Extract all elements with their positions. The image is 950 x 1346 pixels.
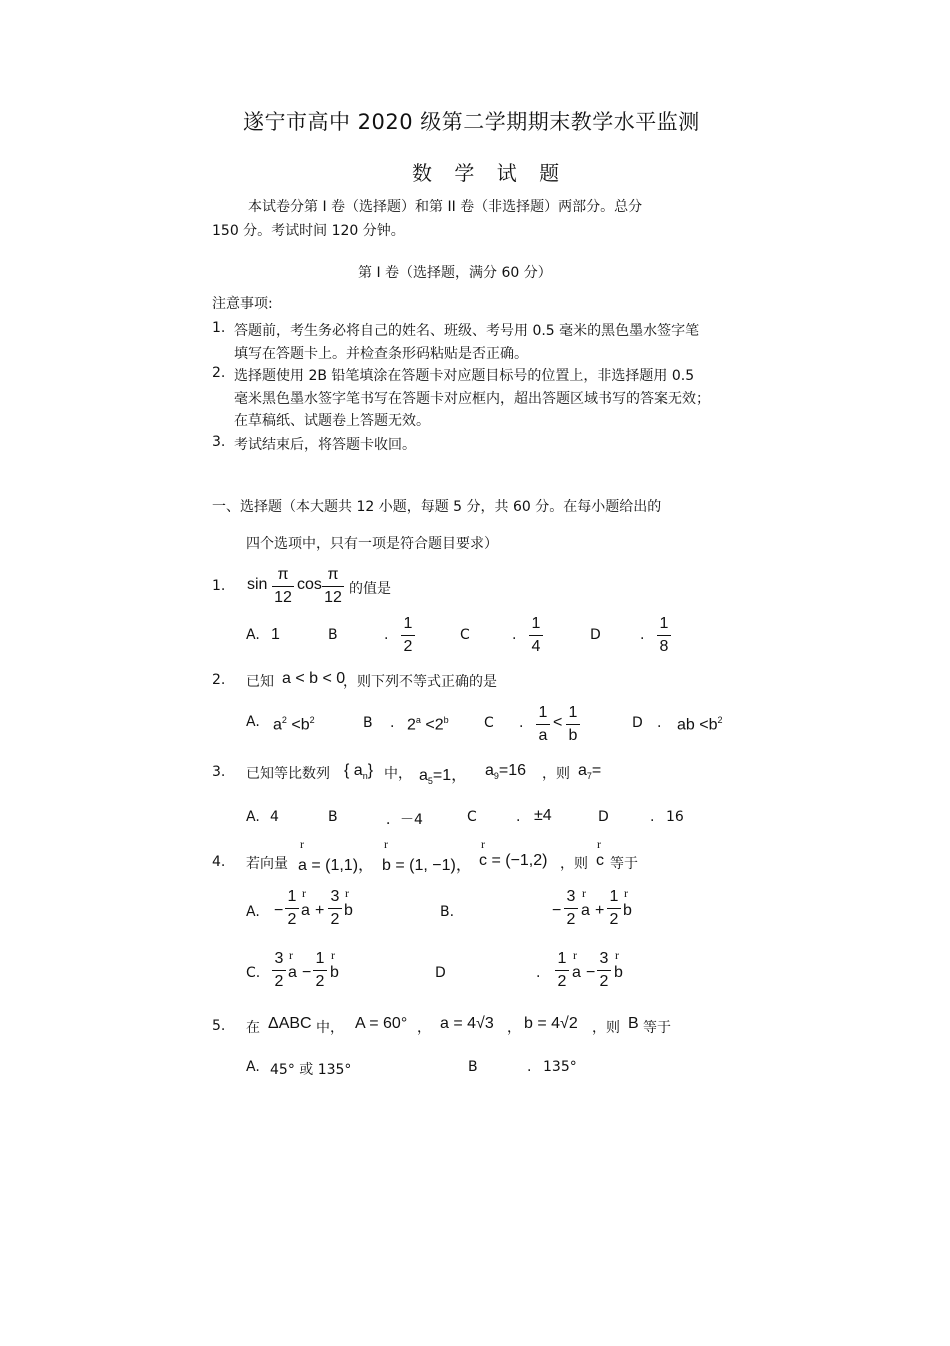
q2-option-d-label: D (632, 715, 643, 731)
q1-option-b-value (401, 615, 415, 656)
q5-sep-1: ， (417, 1020, 431, 1036)
q4-vec-b-arrow: r (384, 837, 388, 851)
q2-stem-post: ，则下列不等式正确的是 (343, 674, 497, 690)
q1-number: 1. (212, 578, 226, 594)
q4-d-frac2-den: 2 (599, 973, 609, 990)
q3-option-b-label: B (328, 809, 338, 825)
q1-option-b-den: 2 (403, 638, 413, 655)
q2-c-den2: b (568, 727, 578, 744)
note-2-line-3: 在草稿纸、试题卷上答题无效。 (234, 413, 430, 429)
q1-frac-a-bar (272, 586, 294, 587)
q4-a-frac1-den: 2 (287, 911, 297, 928)
q4-d-frac1-num: 1 (557, 950, 567, 967)
q5-option-a-value: 45° 或 135° (270, 1062, 352, 1078)
q2-option-b-value (407, 715, 449, 734)
q2-option-a-value (273, 715, 315, 734)
q5-sep-2: ， (507, 1020, 521, 1036)
q4-c-frac1-bar (272, 970, 286, 971)
q1-option-d-dot: . (640, 627, 645, 643)
notes-label: 注意事项: (212, 296, 273, 312)
q3-number: 3. (212, 764, 226, 780)
q4-c-frac1-num: 3 (274, 950, 284, 967)
q2-c-num1: 1 (538, 704, 548, 721)
q1-frac-a-num: π (277, 566, 289, 583)
q4-d-frac1 (555, 950, 569, 991)
q4-c-frac1 (272, 950, 286, 991)
note-3-line-1: 考试结束后，将答题卡收回。 (234, 437, 416, 453)
q1-option-d-den: 8 (659, 638, 669, 655)
q4-a-frac1 (285, 888, 299, 929)
q1-frac-b-bar (322, 586, 344, 587)
q3-a7-sub: 7 (586, 771, 592, 782)
q4-a-frac2-bar (328, 908, 342, 909)
q2-option-d-value (677, 715, 723, 734)
q3-option-b-value: ．－4 (386, 812, 423, 828)
q4-option-b-label: B. (440, 904, 455, 920)
q3-stem-pre: 已知等比数列 (246, 766, 330, 782)
q2-d-ab: ab (677, 716, 695, 734)
q4-b-arrow2: r (624, 886, 628, 900)
section1-heading-line-2: 四个选项中，只有一项是符合题目要求） (246, 536, 498, 552)
q4-b-frac2 (607, 888, 621, 929)
q4-b-frac1 (564, 888, 578, 929)
q1-option-c-num: 1 (531, 615, 541, 632)
q1-frac-b-num: π (327, 566, 339, 583)
q2-option-c-lt: < (553, 714, 563, 731)
q3-a7-target (578, 762, 601, 781)
q3-seq-open: { a (344, 762, 363, 779)
q4-b-minus: − (552, 902, 562, 919)
q2-option-a-label: A. (246, 714, 260, 730)
q5-stem-mid: 中， (316, 1020, 344, 1036)
q4-a-minus: − (274, 902, 284, 919)
q4-vec-c-arrow: r (481, 837, 485, 851)
q2-condition: a < b < 0 (282, 670, 346, 687)
q2-c-den1: a (538, 727, 548, 744)
q5-stem-then: ，则 (592, 1020, 620, 1036)
q1-option-d-label: D (590, 627, 601, 643)
q1-frac-pi-12-a (272, 566, 294, 607)
q4-b-frac1-den: 2 (566, 911, 576, 928)
q2-option-c-label: C (484, 715, 494, 731)
q1-option-d-bar (657, 635, 671, 636)
q4-a-arrow1: r (302, 886, 306, 900)
q3-option-d-value: 16 (666, 809, 684, 825)
q3-option-c-dot: . (516, 809, 521, 825)
q4-vec-c: c = (−1,2) (479, 852, 548, 869)
q3-seq-close: } (367, 762, 374, 779)
q4-option-d-dot: . (536, 965, 541, 981)
q5-option-b-value: 135° (543, 1059, 577, 1075)
q5-stem-tail: 等于 (643, 1020, 671, 1036)
q2-option-b-label: B (363, 715, 373, 731)
q3-a7-eq: = (591, 762, 602, 779)
q2-d-lt: < (699, 716, 709, 734)
q4-stem-then: ，则 (560, 856, 588, 872)
q4-c-vec1: a (288, 964, 297, 981)
q2-option-c-frac2 (566, 704, 580, 745)
q5-side-a: a = 4√3 (440, 1015, 494, 1032)
q3-stem-mid: 中， (384, 766, 412, 782)
q5-angle-b: B (628, 1015, 639, 1032)
q2-a-exp2: 2 (309, 715, 315, 725)
q1-frac-pi-12-b (322, 566, 344, 607)
q3-sequence (344, 762, 373, 781)
q2-option-c-dot: . (519, 715, 524, 731)
q4-b-frac1-bar (564, 908, 578, 909)
q3-a7: a (578, 762, 587, 779)
q4-d-frac1-den: 2 (557, 973, 567, 990)
q4-vec-b: b = (1, −1)， (382, 857, 472, 874)
q3-a9-eq: =16 (498, 762, 527, 779)
q1-cos: cos (297, 576, 322, 593)
q4-d-vec2: b (614, 964, 623, 981)
q1-stem-tail: 的值是 (349, 581, 391, 597)
q1-option-b-label: B (328, 627, 338, 643)
q2-a-exp1: 2 (281, 715, 287, 725)
q1-option-b-dot: . (384, 627, 389, 643)
note-2-num: 2. (212, 365, 226, 381)
q4-a-arrow2: r (345, 886, 349, 900)
q4-c-frac2-bar (313, 970, 327, 971)
q4-number: 4. (212, 854, 226, 870)
q4-option-a-label: A. (246, 904, 260, 920)
q1-frac-b-den: 12 (324, 589, 342, 606)
q4-target-c: c (596, 852, 604, 869)
q4-a-vec1: a (301, 902, 310, 919)
q4-c-arrow2: r (331, 948, 335, 962)
q1-option-c-value (529, 615, 543, 656)
q2-d-b: b (708, 716, 718, 734)
q1-option-d-value (657, 615, 671, 656)
q4-a-frac2 (328, 888, 342, 929)
q4-c-vec2: b (330, 964, 339, 981)
note-1-line-2: 填写在答题卡上。并检查条形码粘贴是否正确。 (234, 346, 528, 362)
q3-a9-sub: 9 (493, 771, 499, 782)
q4-b-vec1: a (581, 902, 590, 919)
q2-c-bar2 (566, 724, 580, 725)
q3-a9-value (485, 762, 526, 781)
exam-title: 遂宁市高中 2020 级第二学期期末教学水平监测 (243, 110, 700, 134)
q3-option-a-value: 4 (270, 809, 279, 825)
q4-a-frac2-num: 3 (330, 888, 340, 905)
q3-option-c-label: C (467, 809, 477, 825)
q4-b-plus: + (595, 902, 605, 919)
q3-a5: a (419, 767, 428, 784)
q4-target-c-arrow: r (597, 837, 601, 851)
q5-option-b-dot: . (527, 1059, 532, 1075)
q5-option-a-label: A. (246, 1059, 260, 1075)
q4-a-frac1-bar (285, 908, 299, 909)
q3-a5-value (419, 762, 467, 786)
q1-option-c-bar (529, 635, 543, 636)
q5-triangle: ΔABC (268, 1015, 312, 1032)
q1-frac-a-den: 12 (274, 589, 292, 606)
q2-option-d-dot: . (657, 715, 662, 731)
q1-option-a-value: 1 (271, 626, 280, 643)
q4-d-vec1: a (572, 964, 581, 981)
q4-a-vec2: b (344, 902, 353, 919)
q4-c-arrow1: r (289, 948, 293, 962)
q1-option-b-bar (401, 635, 415, 636)
q1-option-a-label: A. (246, 627, 260, 643)
q4-d-arrow2: r (615, 948, 619, 962)
q2-b-base1: 2 (407, 716, 416, 734)
intro-line-2: 150 分。考试时间 120 分钟。 (212, 223, 405, 239)
note-1-line-1: 答题前，考生务必将自己的姓名、班级、考号用 0.5 毫米的黑色墨水签字笔 (234, 323, 700, 339)
note-3-num: 3. (212, 434, 226, 450)
q4-a-plus: + (315, 902, 325, 919)
note-1-num: 1. (212, 320, 226, 336)
q1-option-c-dot: . (512, 627, 517, 643)
q4-vec-a: a = (1,1)， (298, 857, 375, 874)
q4-d-minus: − (586, 964, 596, 981)
q4-a-frac2-den: 2 (330, 911, 340, 928)
q2-b-exp1: a (415, 715, 421, 725)
q4-option-c-label: C. (246, 965, 261, 981)
q4-b-vec2: b (623, 902, 632, 919)
q3-a5-sub: 5 (427, 776, 433, 787)
q4-b-frac2-num: 1 (609, 888, 619, 905)
q3-option-c-value: ±4 (534, 807, 552, 824)
q4-a-frac1-num: 1 (287, 888, 297, 905)
q2-option-b-dot: . (390, 715, 395, 731)
q3-a9: a (485, 762, 494, 779)
q5-number: 5. (212, 1018, 226, 1034)
q2-b-base2: 2 (434, 716, 444, 734)
q4-d-frac2 (597, 950, 611, 991)
q4-c-frac2-num: 1 (315, 950, 325, 967)
q4-b-frac2-den: 2 (609, 911, 619, 928)
q4-c-frac2-den: 2 (315, 973, 325, 990)
q4-d-arrow1: r (573, 948, 577, 962)
intro-line-1: 本试卷分第 I 卷（选择题）和第 II 卷（非选择题）两部分。总分 (248, 199, 643, 215)
q4-c-frac1-den: 2 (274, 973, 284, 990)
q2-a-a: a (273, 716, 282, 734)
q2-b-lt: < (425, 716, 435, 734)
q1-option-d-num: 1 (659, 615, 669, 632)
q4-stem-pre: 若向量 (246, 856, 288, 872)
q2-c-num2: 1 (568, 704, 578, 721)
q5-angle-a: A = 60° (355, 1015, 408, 1032)
q2-stem-pre: 已知 (246, 674, 274, 690)
q4-c-minus: − (302, 964, 312, 981)
q2-number: 2. (212, 672, 226, 688)
q1-option-c-den: 4 (531, 638, 541, 655)
q5-stem-pre: 在 (246, 1020, 260, 1036)
q4-b-frac2-bar (607, 908, 621, 909)
q3-a5-eq: =1， (432, 767, 468, 784)
q1-sin: sin (247, 576, 268, 593)
section1-heading-line-1: 一、选择题（本大题共 12 小题，每题 5 分，共 60 分。在每小题给出的 (212, 499, 662, 515)
q4-b-arrow1: r (582, 886, 586, 900)
q5-option-b-label: B (468, 1059, 478, 1075)
q5-side-b: b = 4√2 (524, 1015, 578, 1032)
q4-b-frac1-num: 3 (566, 888, 576, 905)
q3-option-d-label: D (598, 809, 609, 825)
q4-d-frac2-bar (597, 970, 611, 971)
q2-option-c-frac1 (536, 704, 550, 745)
q1-option-c-label: C (460, 627, 470, 643)
q4-d-frac1-bar (555, 970, 569, 971)
q4-c-frac2 (313, 950, 327, 991)
q3-option-d-dot: . (650, 809, 655, 825)
note-2-line-1: 选择题使用 2B 铅笔填涂在答题卡对应题目标号的位置上，非选择题用 0.5 (234, 368, 695, 384)
note-2-line-2: 毫米黑色墨水签字笔书写在答题卡对应框内，超出答题区域书写的答案无效； (234, 391, 710, 407)
q4-d-frac2-num: 3 (599, 950, 609, 967)
q2-c-bar1 (536, 724, 550, 725)
q2-a-lt: < (291, 716, 301, 734)
part1-heading: 第 I 卷（选择题，满分 60 分） (358, 265, 552, 281)
q4-option-d-label: D (435, 965, 446, 981)
q3-option-a-label: A. (246, 809, 260, 825)
q2-d-exp: 2 (717, 715, 723, 725)
q3-seq-sub: n (362, 771, 368, 782)
q4-vec-a-arrow: r (300, 837, 304, 851)
q3-stem-then: ，则 (542, 766, 570, 782)
q2-a-b: b (300, 716, 310, 734)
q2-b-exp2: b (443, 715, 449, 725)
q1-option-b-num: 1 (403, 615, 413, 632)
exam-subtitle: 数 学 试 题 (412, 161, 568, 185)
q4-stem-tail: 等于 (610, 856, 638, 872)
